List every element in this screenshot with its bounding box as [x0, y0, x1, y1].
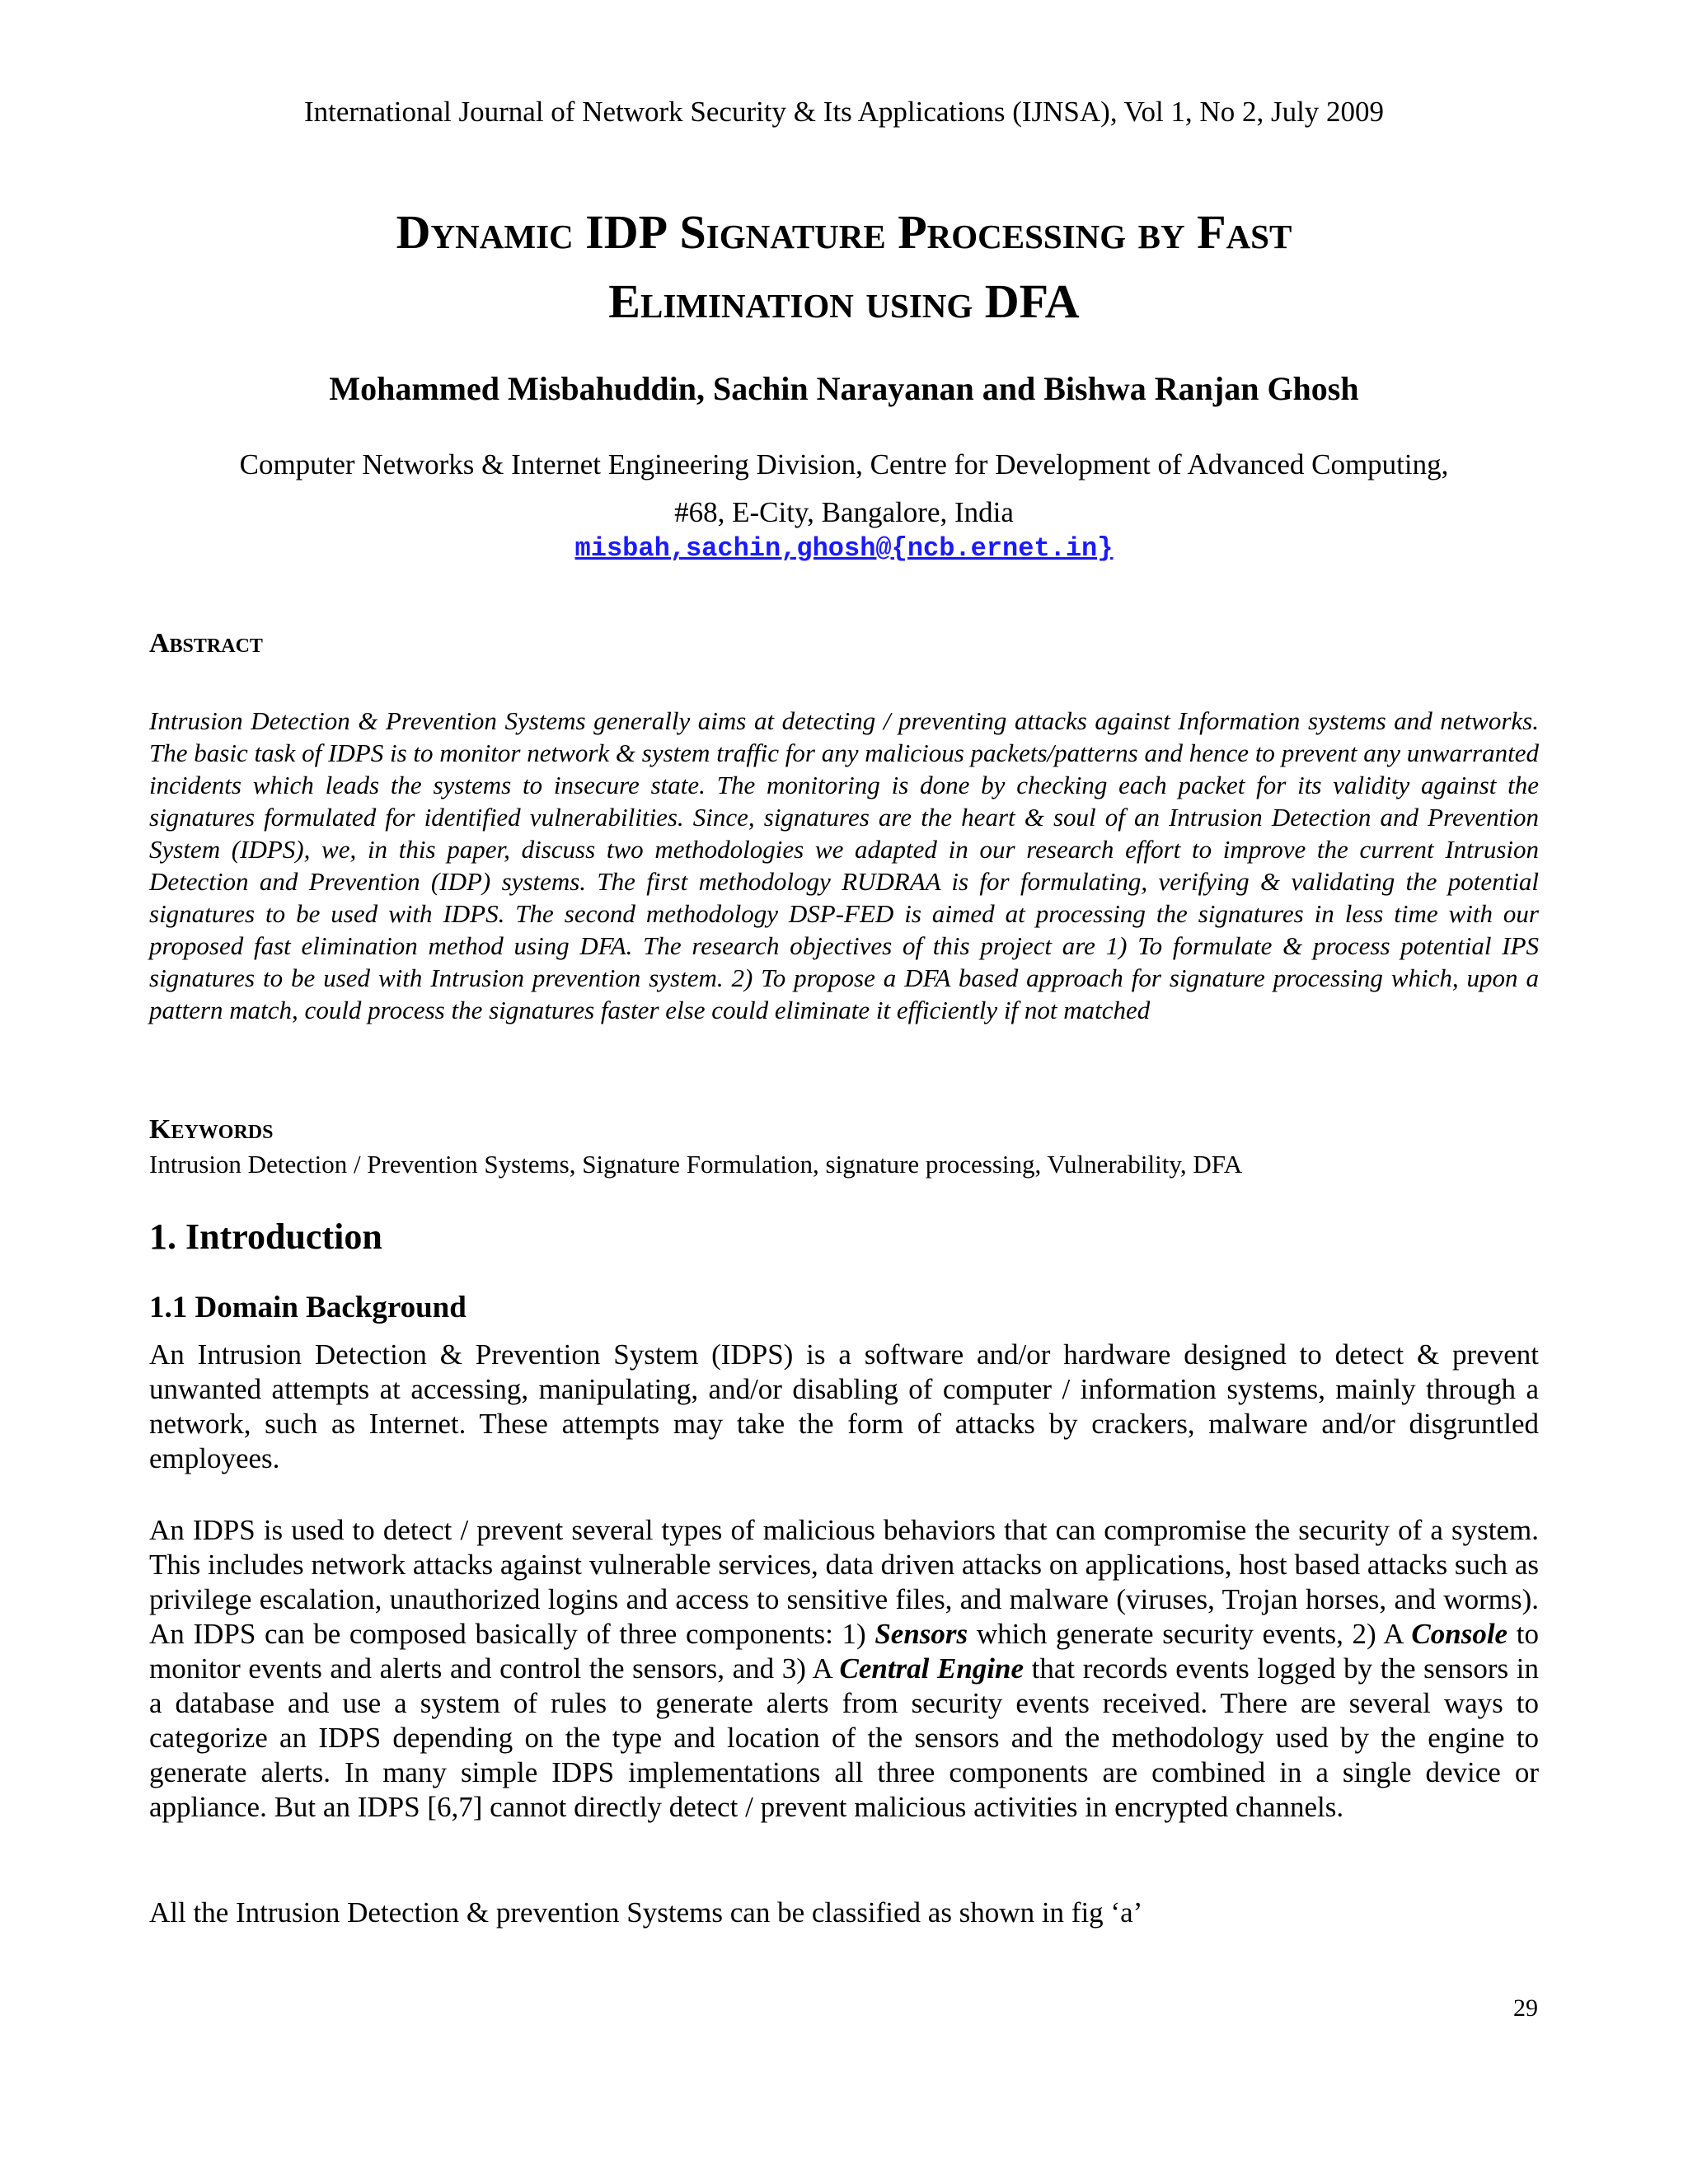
p2-text-b: which generate security events, 2) A: [968, 1618, 1412, 1650]
term-central-engine: Central Engine: [839, 1652, 1025, 1685]
journal-header: International Journal of Network Security & Its Applications (IJNSA), Vol 1, No 2, July 2009: [303, 96, 1385, 128]
term-console: Console: [1411, 1618, 1508, 1650]
p2-text-d: that records events logged by the sensors in a database and use a system of rules to generate alerts from security events received. There are several ways to categorize an IDPS depending on the type and location of the sensors and the methodology used by the engine to generate alerts. In many simple IDPS implementations all three components are combined in a single device or appliance. But an IDPS [6,7] cannot directly detect / prevent malicious activities in encrypted channels.: [149, 1652, 1539, 1823]
section-heading: 1. Introduction: [149, 1216, 382, 1257]
paragraph-2: [149, 1513, 1539, 1825]
title-line1-part1: Dynamic: [396, 205, 586, 259]
p2-text-c: to monitor events and alerts and control the sensors, and 3) A: [149, 1618, 1539, 1685]
title-line1-part3: Signature Processing by Fast: [668, 205, 1292, 259]
email-link[interactable]: misbah,sachin,ghosh@{ncb.ernet.in}: [574, 533, 1114, 564]
paragraph-1: An Intrusion Detection & Prevention System (IDPS) is a software and/or hardware designed to detect & prevent unwanted attempts at accessing, manipulating, and/or disabling of computer / information systems, mainly through a network, such as Internet. These attempts may take the form of attacks by crackers, malware and/or disgruntled employees.: [149, 1338, 1539, 1474]
keywords-heading: Keywords: [149, 1114, 274, 1145]
p2-text-a: An IDPS is used to detect / prevent several types of malicious behaviors that can compromise the security of a system. This includes network attacks against vulnerable services, data driven attacks on applications, host based attacks such as privilege escalation, unauthorized logins and access to sensitive files, and malware (viruses, Trojan horses, and worms). An IDPS can be composed basically of three components: 1): [149, 1514, 1539, 1650]
paragraph-3: All the Intrusion Detection & prevention Systems can be classified as shown in fig ‘a’: [149, 1896, 1143, 1929]
affiliation: [0, 441, 1688, 537]
affiliation-line2: #68, E-City, Bangalore, India: [674, 496, 1014, 528]
title-line1-part2: IDP: [585, 205, 668, 259]
title-line2-part1: Elimination using: [608, 274, 985, 328]
subsection-heading: 1.1 Domain Background: [149, 1291, 467, 1324]
page-number: 29: [1513, 1994, 1538, 2022]
keywords-text: Intrusion Detection / Prevention Systems, Signature Formulation, signature processing, Vulnerability, DFA: [149, 1150, 1243, 1179]
paper-title: [148, 198, 1540, 336]
authors: Mohammed Misbahuddin, Sachin Narayanan and Bishwa Ranjan Ghosh: [329, 370, 1359, 407]
abstract-heading: Abstract: [149, 628, 263, 658]
abstract-text: Intrusion Detection & Prevention Systems generally aims at detecting / preventing attacks against Information systems and networks. The basic task of IDPS is to monitor network & system traffic for any malicious packets/patterns and hence to prevent any unwarranted incidents which leads the systems to insecure state. The monitoring is done by checking each packet for its validity against the signatures formulated for identified vulnerabilities. Since, signatures are the heart & soul of an Intrusion Detection and Prevention System (IDPS), we, in this paper, discuss two methodologies we adapted in our research effort to improve the current Intrusion Detection and Prevention (IDP) systems. The first methodology RUDRAA is for formulating, verifying & validating the potential signatures to be used with IDPS. The second methodology DSP-FED is aimed at processing the signatures in less time with our proposed fast elimination method using DFA. The research objectives of this project are 1) To formulate & process potential IPS signatures to be used with Intrusion prevention system. 2) To propose a DFA based approach for signature processing which, upon a pattern match, could process the signatures faster else could eliminate it efficiently if not matched: [149, 706, 1539, 1024]
affiliation-line1: Computer Networks & Internet Engineering Division, Centre for Development of Advanced Computing,: [239, 448, 1449, 480]
term-sensors: Sensors: [874, 1618, 968, 1650]
title-line2-part2: DFA: [984, 274, 1080, 328]
